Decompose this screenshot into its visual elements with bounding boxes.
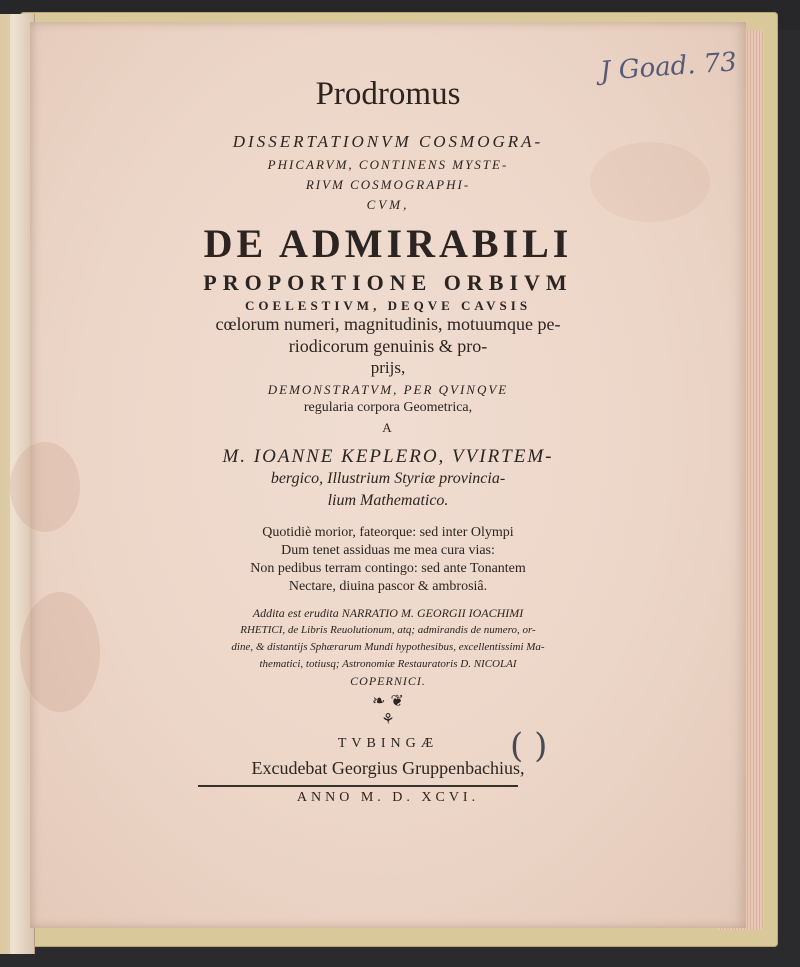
fleuron-ornament-single: ⚘ xyxy=(381,710,395,728)
author-line-3: lium Mathematico. xyxy=(327,492,449,509)
handwritten-parenthesis-mark: ( ) xyxy=(510,726,548,766)
main-line-4: riodicorum genuinis & pro- xyxy=(288,336,488,356)
author-line-1: M. IOANNE KEPLERO, VVIRTEM- xyxy=(222,446,554,467)
title-page xyxy=(30,22,746,928)
imprint-year: ANNO M. D. XCVI. xyxy=(296,790,480,805)
motto-line-4: Nectare, diuina pascor & ambrosiâ. xyxy=(288,579,488,594)
imprint-rule xyxy=(198,785,518,787)
motto-line-2: Dum tenet assiduas me mea cura vias: xyxy=(281,543,495,558)
main-line-1: PROPORTIONE ORBIVM xyxy=(203,270,573,295)
main-title: DE ADMIRABILI xyxy=(203,221,573,266)
motto-line-1: Quotidiè morior, fateorque: sed inter Olympi xyxy=(262,525,514,540)
addita-line-4: thematici, totiusq; Astronomiæ Restauratoris D. NICOLAI xyxy=(259,658,517,670)
fleuron-ornament-row: ❧ ❦ xyxy=(372,691,404,710)
subtitle-line-2: PHICARVM, CONTINENS MYSTE- xyxy=(267,157,509,172)
demonstratum-line: DEMONSTRATVM, PER QVINQVE xyxy=(267,382,509,397)
main-line-2: COELESTIVM, DEQVE CAVSIS xyxy=(244,298,532,313)
addita-line-1: Addita est erudita NARRATIO M. GEORGII IOACHIMI xyxy=(252,606,524,620)
subtitle-line-4: CVM, xyxy=(366,197,410,212)
motto-line-3: Non pedibus terram contingo: sed ante Tonantem xyxy=(250,561,526,576)
imprint-printer: Excudebat Georgius Gruppenbachius, xyxy=(251,758,525,778)
handwritten-shelfmark: J Goad. 73 xyxy=(599,47,738,87)
author-prefix: A xyxy=(382,420,394,435)
author-line-2: bergico, Illustrium Styriæ provincia- xyxy=(270,470,506,487)
addita-line-5: COPERNICI. xyxy=(350,674,426,688)
regularia-line: regularia corpora Geometrica, xyxy=(303,400,473,415)
heading-prodromus: Prodromus xyxy=(315,76,461,112)
subtitle-line-3: RIVM COSMOGRAPHI- xyxy=(305,177,471,192)
main-line-5: prijs, xyxy=(370,358,406,377)
subtitle-line-1: DISSERTATIONVM COSMOGRA- xyxy=(232,132,544,151)
main-line-3: cœlorum numeri, magnitudinis, motuumque pe- xyxy=(215,314,561,334)
addita-line-3: dine, & distantijs Sphærarum Mundi hypothesibus, excellentissimi Ma- xyxy=(231,641,545,653)
addita-line-2: RHETICI, de Libris Reuolutionum, atq; admirandis de numero, or- xyxy=(240,624,536,636)
imprint-place: TVBINGÆ xyxy=(337,736,439,751)
book-spine xyxy=(0,14,10,954)
